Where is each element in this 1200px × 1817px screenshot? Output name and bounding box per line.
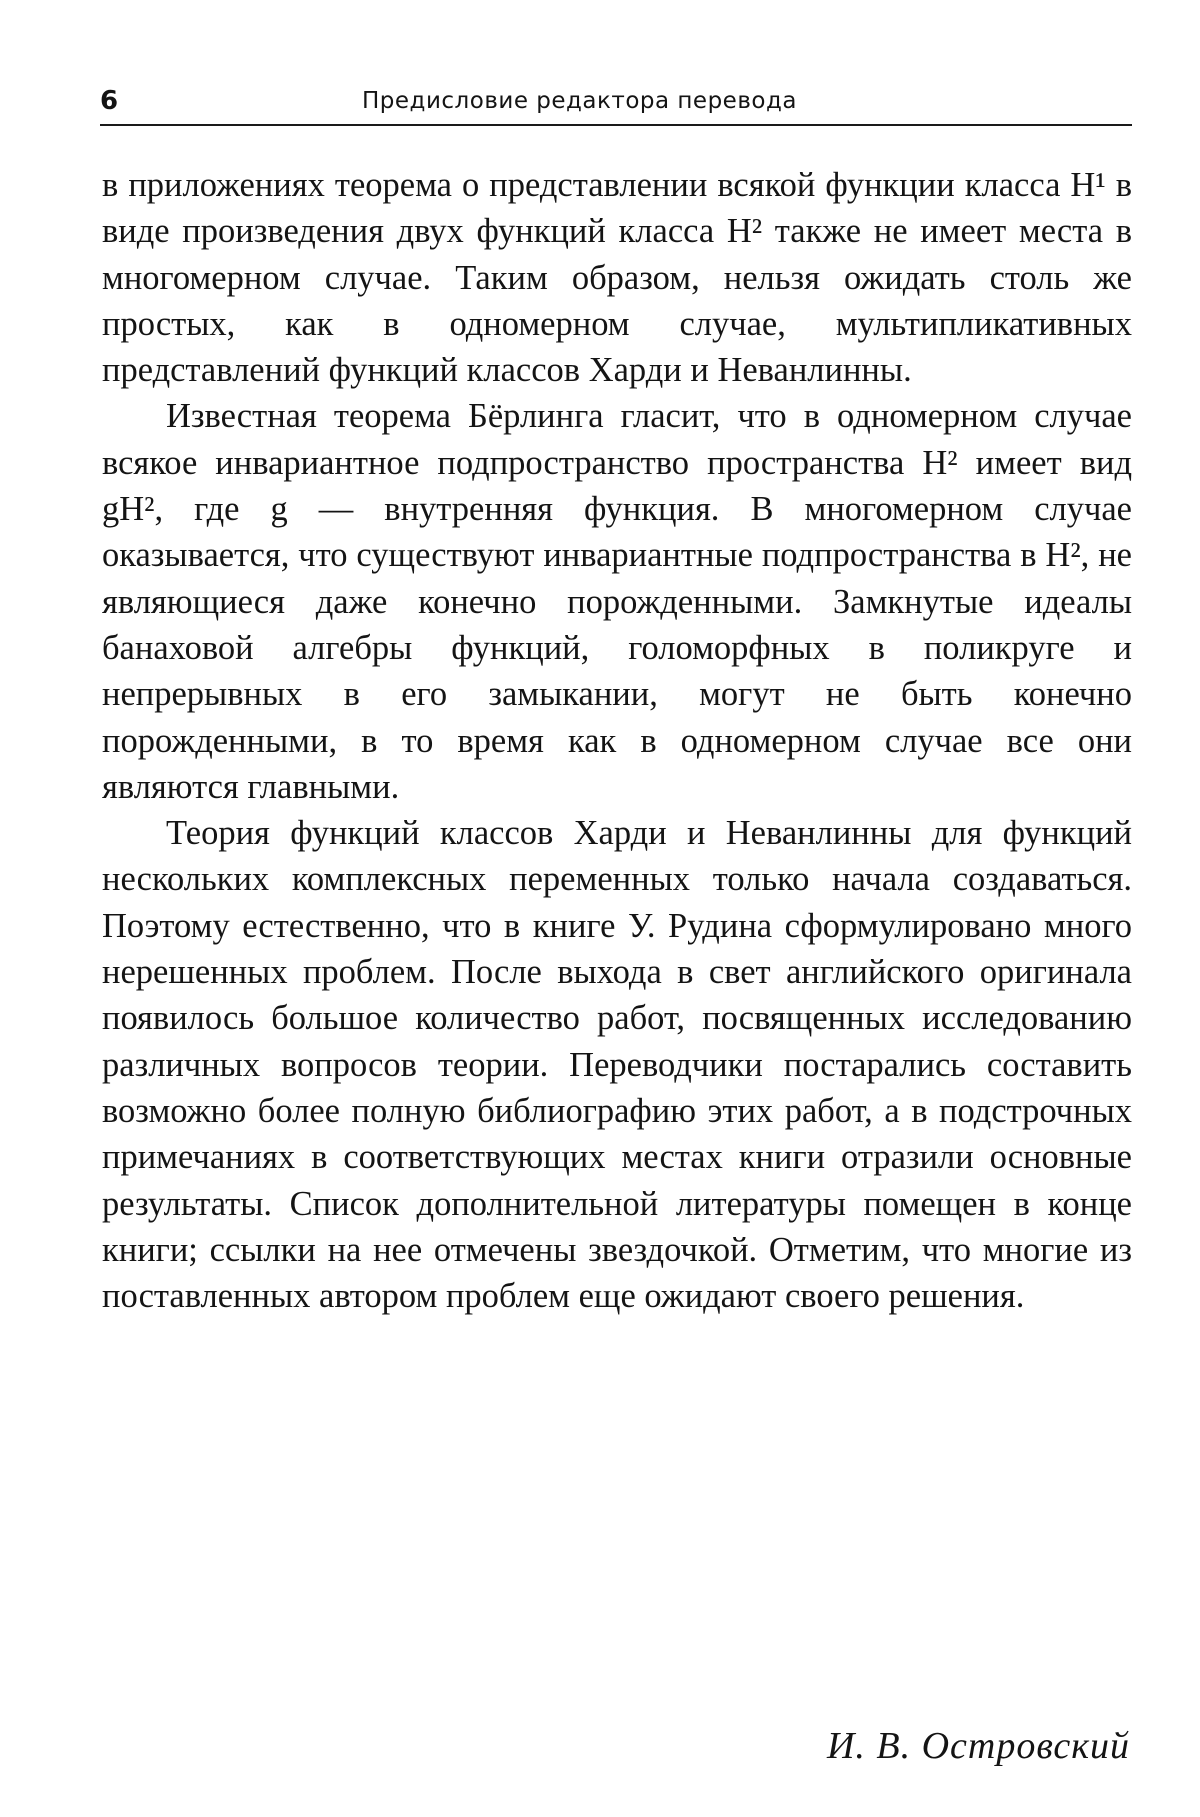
paragraph-1: в приложениях теорема о представлении всякой функции класса H¹ в виде произведения двух функций класса H² также не имеет места в многомерном случае. Таким образом, нельзя ожидать столь же простых, как в одномерном случае, мультипликативных представлений функций классов Харди и Неванлинны. (102, 166, 1132, 390)
paragraph-2: Известная теорема Бёрлинга гласит, что в одномерном случае всякое инвариантное подпространство пространства H² имеет вид gH², где g — внутренняя функция. В многомерном случае оказывается, что существуют инвариантные подпространства в H², не являющиеся даже конечно порожденными. Замкнутые идеалы банаховой алгебры функций, голоморфных в поликруге и непрерывных в его замыкании, могут не быть конечно порожденными, в то время как в одномерном случае все они являются главными. (102, 397, 1132, 806)
page-number: 6 (100, 86, 119, 116)
running-title: Предисловие редактора перевода (362, 88, 797, 114)
author-signature: И. В. Островский (826, 1725, 1130, 1767)
paragraph-3: Теория функций классов Харди и Неванлинны для функций нескольких комплексных переменных только начала создаваться. Поэтому естественно, что в книге У. Рудина сформулировано много нерешенных проблем. После выхода в свет английского оригинала появилось большое количество работ, посвященных исследованию различных вопросов теории. Переводчики постарались составить возможно более полную библиографию этих работ, а в подстрочных примечаниях в соответствующих местах книги отразили основные результаты. Список дополнительной литературы помещен в конце книги; ссылки на нее отмечены звездочкой. Отметим, что многие из поставленных автором проблем еще ожидают своего решения. (102, 814, 1132, 1316)
body-text (102, 162, 1132, 1319)
running-header (100, 82, 1132, 126)
